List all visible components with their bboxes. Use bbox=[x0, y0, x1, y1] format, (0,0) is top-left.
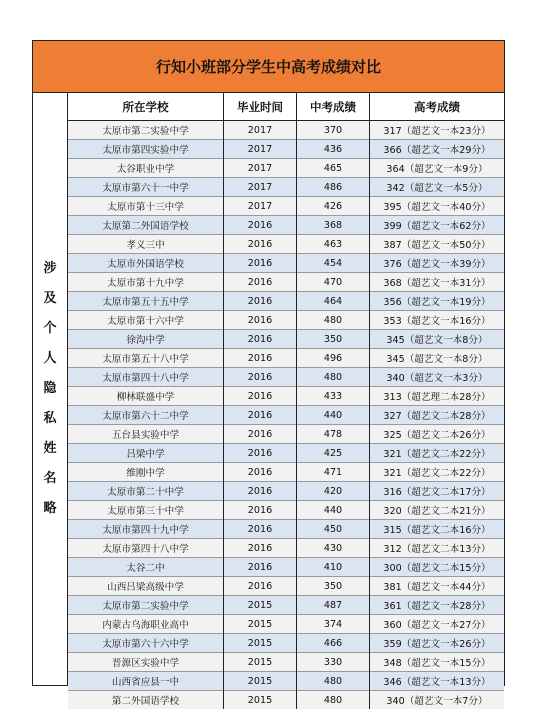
cell-gaokao: 345（超艺文一本8分） bbox=[370, 349, 505, 368]
cell-zhongkao: 463 bbox=[297, 235, 370, 254]
cell-school: 山西省应县一中 bbox=[68, 672, 224, 691]
cell-zhongkao: 486 bbox=[297, 178, 370, 197]
cell-school: 太原市第六十二中学 bbox=[68, 406, 224, 425]
cell-school: 太谷二中 bbox=[68, 558, 224, 577]
table-body bbox=[68, 121, 504, 710]
cell-zhongkao: 330 bbox=[297, 653, 370, 672]
cell-gaokao: 395（超艺文一本40分） bbox=[370, 197, 505, 216]
cell-gaokao: 353（超艺文一本16分） bbox=[370, 311, 505, 330]
cell-school: 太原市第十六中学 bbox=[68, 311, 224, 330]
cell-zhongkao: 496 bbox=[297, 349, 370, 368]
cell-zhongkao: 370 bbox=[297, 121, 370, 140]
privacy-note-char: 姓 bbox=[43, 441, 57, 456]
score-sheet bbox=[32, 40, 505, 707]
privacy-note-char: 人 bbox=[43, 351, 57, 366]
cell-gaokao: 321（超艺文二本22分） bbox=[370, 444, 505, 463]
cell-zhongkao: 420 bbox=[297, 482, 370, 501]
privacy-note-char: 及 bbox=[43, 291, 57, 306]
table-row bbox=[68, 254, 504, 273]
table-row bbox=[68, 178, 504, 197]
cell-year: 2016 bbox=[224, 368, 297, 387]
cell-year: 2017 bbox=[224, 159, 297, 178]
cell-gaokao: 364（超艺文一本9分） bbox=[370, 159, 505, 178]
cell-school: 五台县实验中学 bbox=[68, 425, 224, 444]
cell-year: 2016 bbox=[224, 387, 297, 406]
cell-zhongkao: 480 bbox=[297, 368, 370, 387]
table-header-row bbox=[68, 93, 504, 121]
cell-gaokao: 313（超艺理二本28分） bbox=[370, 387, 505, 406]
cell-zhongkao: 374 bbox=[297, 615, 370, 634]
cell-gaokao: 360（超艺文一本27分） bbox=[370, 615, 505, 634]
cell-year: 2016 bbox=[224, 311, 297, 330]
table-row bbox=[68, 311, 504, 330]
table-row bbox=[68, 653, 504, 672]
cell-school: 太原市第四实验中学 bbox=[68, 140, 224, 159]
table-row bbox=[68, 330, 504, 349]
cell-zhongkao: 433 bbox=[297, 387, 370, 406]
cell-year: 2016 bbox=[224, 254, 297, 273]
cell-school: 内蒙古乌海职业高中 bbox=[68, 615, 224, 634]
cell-gaokao: 327（超艺文二本28分） bbox=[370, 406, 505, 425]
table-row bbox=[68, 634, 504, 653]
cell-year: 2015 bbox=[224, 596, 297, 615]
cell-zhongkao: 426 bbox=[297, 197, 370, 216]
cell-year: 2016 bbox=[224, 444, 297, 463]
privacy-note-char: 略 bbox=[43, 501, 57, 516]
cell-school: 太原第二外国语学校 bbox=[68, 216, 224, 235]
cell-zhongkao: 440 bbox=[297, 406, 370, 425]
cell-year: 2017 bbox=[224, 140, 297, 159]
cell-school: 太原市第二十中学 bbox=[68, 482, 224, 501]
cell-year: 2016 bbox=[224, 406, 297, 425]
cell-school: 山西吕梁高级中学 bbox=[68, 577, 224, 596]
cell-gaokao: 346（超艺文一本13分） bbox=[370, 672, 505, 691]
cell-school: 太谷职业中学 bbox=[68, 159, 224, 178]
cell-gaokao: 342（超艺文一本5分） bbox=[370, 178, 505, 197]
table-row bbox=[68, 121, 504, 140]
cell-zhongkao: 350 bbox=[297, 577, 370, 596]
table-row bbox=[68, 387, 504, 406]
cell-year: 2016 bbox=[224, 577, 297, 596]
cell-gaokao: 376（超艺文一本39分） bbox=[370, 254, 505, 273]
cell-year: 2016 bbox=[224, 349, 297, 368]
privacy-note-char: 涉 bbox=[43, 261, 57, 276]
cell-school: 太原市第四十九中学 bbox=[68, 520, 224, 539]
cell-gaokao: 315（超艺文二本16分） bbox=[370, 520, 505, 539]
cell-school: 太原市第四十八中学 bbox=[68, 368, 224, 387]
cell-school: 徐沟中学 bbox=[68, 330, 224, 349]
header-year: 毕业时间 bbox=[224, 93, 297, 121]
cell-year: 2016 bbox=[224, 539, 297, 558]
table-row bbox=[68, 406, 504, 425]
cell-year: 2016 bbox=[224, 273, 297, 292]
page-title: 行知小班部分学生中高考成绩对比 bbox=[33, 41, 504, 93]
cell-gaokao: 317（超艺文一本23分） bbox=[370, 121, 505, 140]
cell-zhongkao: 470 bbox=[297, 273, 370, 292]
cell-gaokao: 348（超艺文一本15分） bbox=[370, 653, 505, 672]
table-row bbox=[68, 368, 504, 387]
cell-year: 2016 bbox=[224, 292, 297, 311]
cell-school: 第二外国语学校 bbox=[68, 691, 224, 710]
table-row bbox=[68, 197, 504, 216]
cell-school: 太原市第五十八中学 bbox=[68, 349, 224, 368]
cell-school: 孝义三中 bbox=[68, 235, 224, 254]
cell-year: 2017 bbox=[224, 178, 297, 197]
cell-gaokao: 359（超艺文一本26分） bbox=[370, 634, 505, 653]
cell-zhongkao: 480 bbox=[297, 691, 370, 710]
cell-gaokao: 387（超艺文一本50分） bbox=[370, 235, 505, 254]
cell-gaokao: 320（超艺文二本21分） bbox=[370, 501, 505, 520]
cell-school: 太原市第二实验中学 bbox=[68, 596, 224, 615]
cell-gaokao: 340（超艺文一本7分） bbox=[370, 691, 505, 710]
table-row bbox=[68, 615, 504, 634]
table-row bbox=[68, 520, 504, 539]
cell-year: 2017 bbox=[224, 197, 297, 216]
cell-zhongkao: 466 bbox=[297, 634, 370, 653]
table-row bbox=[68, 444, 504, 463]
cell-zhongkao: 465 bbox=[297, 159, 370, 178]
cell-gaokao: 321（超艺文二本22分） bbox=[370, 463, 505, 482]
cell-zhongkao: 430 bbox=[297, 539, 370, 558]
cell-zhongkao: 410 bbox=[297, 558, 370, 577]
cell-year: 2016 bbox=[224, 216, 297, 235]
cell-year: 2016 bbox=[224, 482, 297, 501]
table-row bbox=[68, 292, 504, 311]
cell-gaokao: 316（超艺文二本17分） bbox=[370, 482, 505, 501]
cell-school: 太原市第六十六中学 bbox=[68, 634, 224, 653]
cell-year: 2016 bbox=[224, 463, 297, 482]
cell-zhongkao: 480 bbox=[297, 311, 370, 330]
header-gaokao: 高考成绩 bbox=[370, 93, 505, 121]
cell-gaokao: 312（超艺文二本13分） bbox=[370, 539, 505, 558]
cell-gaokao: 381（超艺文一本44分） bbox=[370, 577, 505, 596]
cell-school: 太原市第三十中学 bbox=[68, 501, 224, 520]
cell-zhongkao: 450 bbox=[297, 520, 370, 539]
cell-year: 2015 bbox=[224, 672, 297, 691]
table-row bbox=[68, 539, 504, 558]
cell-school: 晋源区实验中学 bbox=[68, 653, 224, 672]
cell-year: 2016 bbox=[224, 501, 297, 520]
privacy-note-char: 个 bbox=[43, 321, 57, 336]
cell-year: 2015 bbox=[224, 615, 297, 634]
header-zhongkao: 中考成绩 bbox=[297, 93, 370, 121]
cell-gaokao: 368（超艺文一本31分） bbox=[370, 273, 505, 292]
privacy-note-char: 隐 bbox=[43, 381, 57, 396]
cell-year: 2015 bbox=[224, 653, 297, 672]
cell-school: 太原市第十三中学 bbox=[68, 197, 224, 216]
cell-year: 2017 bbox=[224, 121, 297, 140]
table-row bbox=[68, 558, 504, 577]
privacy-note-char: 私 bbox=[43, 411, 57, 426]
table-row bbox=[68, 273, 504, 292]
table-row bbox=[68, 159, 504, 178]
cell-year: 2016 bbox=[224, 330, 297, 349]
cell-zhongkao: 440 bbox=[297, 501, 370, 520]
cell-year: 2016 bbox=[224, 235, 297, 254]
privacy-note-char: 名 bbox=[43, 471, 57, 486]
cell-school: 太原市第四十八中学 bbox=[68, 539, 224, 558]
cell-year: 2016 bbox=[224, 425, 297, 444]
privacy-note-column bbox=[33, 93, 68, 685]
cell-gaokao: 356（超艺文一本19分） bbox=[370, 292, 505, 311]
cell-year: 2015 bbox=[224, 691, 297, 710]
cell-year: 2015 bbox=[224, 634, 297, 653]
table-row bbox=[68, 501, 504, 520]
cell-school: 太原市第十九中学 bbox=[68, 273, 224, 292]
table-row bbox=[68, 577, 504, 596]
table-row bbox=[68, 425, 504, 444]
table-row bbox=[68, 672, 504, 691]
table-row bbox=[68, 463, 504, 482]
cell-school: 吕梁中学 bbox=[68, 444, 224, 463]
cell-gaokao: 300（超艺文二本15分） bbox=[370, 558, 505, 577]
score-table bbox=[68, 93, 504, 709]
cell-zhongkao: 425 bbox=[297, 444, 370, 463]
table-row bbox=[68, 596, 504, 615]
cell-zhongkao: 471 bbox=[297, 463, 370, 482]
cell-zhongkao: 350 bbox=[297, 330, 370, 349]
cell-zhongkao: 480 bbox=[297, 672, 370, 691]
cell-zhongkao: 368 bbox=[297, 216, 370, 235]
cell-gaokao: 345（超艺文一本8分） bbox=[370, 330, 505, 349]
table-row bbox=[68, 349, 504, 368]
table-row bbox=[68, 216, 504, 235]
cell-zhongkao: 436 bbox=[297, 140, 370, 159]
cell-zhongkao: 454 bbox=[297, 254, 370, 273]
cell-school: 太原市第二实验中学 bbox=[68, 121, 224, 140]
cell-school: 维刚中学 bbox=[68, 463, 224, 482]
cell-gaokao: 399（超艺文一本62分） bbox=[370, 216, 505, 235]
cell-gaokao: 361（超艺文一本28分） bbox=[370, 596, 505, 615]
header-school: 所在学校 bbox=[68, 93, 224, 121]
cell-gaokao: 366（超艺文一本29分） bbox=[370, 140, 505, 159]
cell-year: 2016 bbox=[224, 520, 297, 539]
table-wrapper bbox=[68, 93, 504, 707]
table-row bbox=[68, 235, 504, 254]
cell-gaokao: 325（超艺文二本26分） bbox=[370, 425, 505, 444]
cell-zhongkao: 464 bbox=[297, 292, 370, 311]
cell-school: 柳林联盛中学 bbox=[68, 387, 224, 406]
table-row bbox=[68, 140, 504, 159]
sheet-content bbox=[33, 93, 504, 707]
cell-zhongkao: 487 bbox=[297, 596, 370, 615]
table-row bbox=[68, 691, 504, 710]
cell-gaokao: 340（超艺文一本3分） bbox=[370, 368, 505, 387]
table-row bbox=[68, 482, 504, 501]
cell-school: 太原市第五十五中学 bbox=[68, 292, 224, 311]
cell-year: 2016 bbox=[224, 558, 297, 577]
cell-school: 太原市第六十一中学 bbox=[68, 178, 224, 197]
cell-school: 太原市外国语学校 bbox=[68, 254, 224, 273]
cell-zhongkao: 478 bbox=[297, 425, 370, 444]
